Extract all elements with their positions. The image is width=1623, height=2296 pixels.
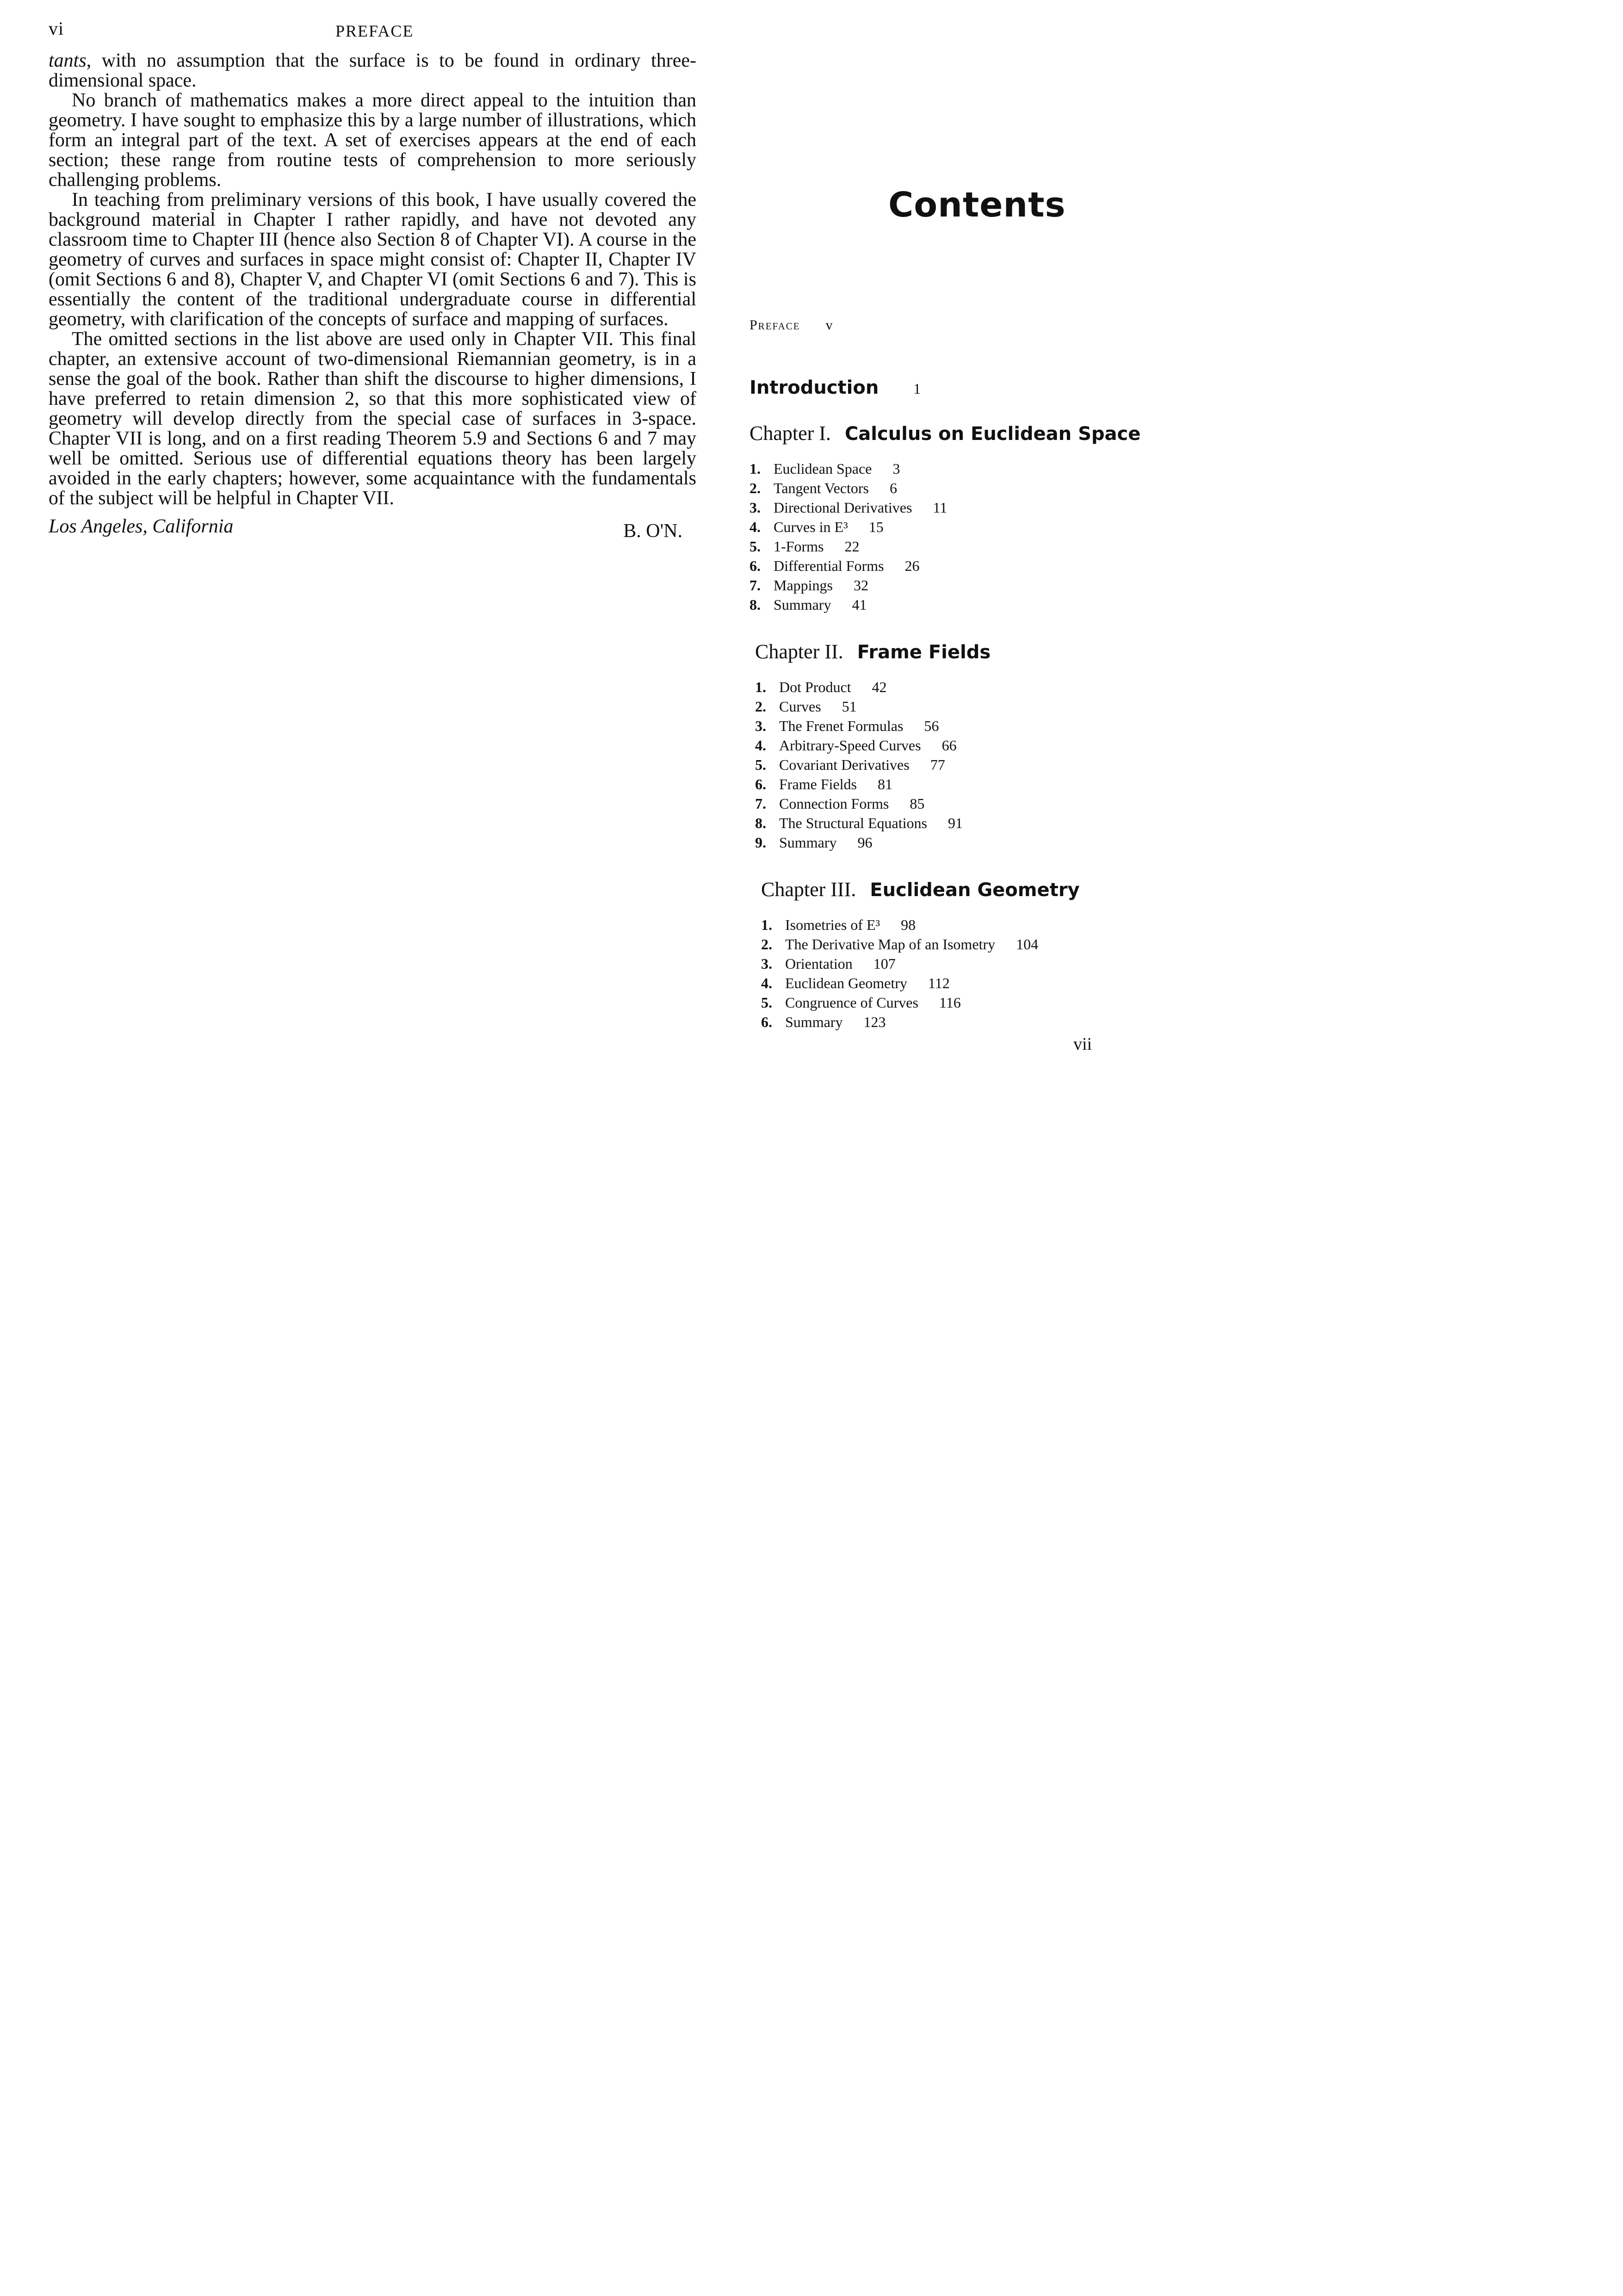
chapter-name: Frame Fields (857, 642, 991, 663)
signoff (49, 517, 696, 545)
italic-word: tants (49, 50, 87, 71)
toc-preface-label: Preface (750, 317, 800, 333)
paragraph-text: , with no assumption that the surface is to be found in ordinary three-dimensional space. (49, 50, 696, 91)
section-page: 116 (939, 994, 961, 1011)
section-title: Euclidean Geometry (785, 975, 907, 991)
section-title: The Structural Equations (779, 815, 927, 831)
toc-section[interactable] (750, 556, 1212, 576)
section-number: 1. (755, 679, 766, 695)
section-title: Summary (774, 596, 831, 613)
toc-section[interactable] (750, 595, 1212, 614)
toc-section[interactable] (755, 794, 1212, 813)
toc-section[interactable] (761, 1012, 1212, 1032)
section-number: 4. (761, 975, 772, 991)
section-title: Curves in E³ (774, 519, 848, 535)
chapter-block (761, 878, 1212, 1032)
section-list (761, 915, 1212, 1032)
toc-section[interactable] (755, 736, 1212, 755)
toc-section[interactable] (755, 833, 1212, 852)
section-number: 5. (761, 994, 772, 1011)
section-page: 96 (857, 834, 873, 851)
section-list (750, 459, 1212, 614)
section-number: 3. (755, 718, 766, 734)
section-number: 3. (750, 499, 761, 516)
toc-section[interactable] (761, 954, 1212, 973)
chapter-label: Chapter III. (761, 878, 856, 901)
section-title: The Frenet Formulas (779, 718, 904, 734)
toc-section[interactable] (750, 478, 1212, 498)
section-page: 22 (844, 538, 860, 555)
section-title: Differential Forms (774, 557, 884, 574)
preface-paragraph: The omitted sections in the list above are used only in Chapter VII. This final chapter, an extensive account of two-dimensional Riemannian geometry, is in a sense the goal of the book. Rather than shift the discourse to higher dimensions, I have preferred to retain dimension 2, so that this more sophisticated view of geometry will develop directly from the special case of surfaces in 3-space. Chapter VII is long, and on a first reading Theorem 5.9 and Sections 6 and 7 may well be omitted. Serious use of differential equations theory has been largely avoided in the early chapters; however, some acquaintance with the fundamentals of the subject will be helpful in Chapter VII. (49, 328, 696, 509)
section-number: 4. (755, 737, 766, 754)
section-number: 2. (761, 936, 772, 953)
section-page: 85 (910, 795, 925, 812)
section-page: 107 (873, 955, 896, 972)
toc-section[interactable] (750, 517, 1212, 537)
section-title: Directional Derivatives (774, 499, 912, 516)
preface-paragraph (49, 51, 696, 91)
section-page: 6 (890, 480, 897, 496)
toc-section[interactable] (750, 576, 1212, 595)
signoff-place: Los Angeles, California (49, 516, 234, 537)
section-number: 8. (750, 596, 761, 613)
toc-entry-introduction[interactable] (750, 377, 1212, 398)
section-title: Covariant Derivatives (779, 756, 910, 773)
toc-section[interactable] (761, 934, 1212, 954)
toc-page-number: v (825, 317, 834, 333)
chapter-heading[interactable] (750, 421, 1212, 445)
section-title: Frame Fields (779, 776, 857, 792)
running-head (49, 19, 696, 51)
section-number: 7. (750, 577, 761, 594)
section-page: 104 (1016, 936, 1039, 953)
chapter-heading[interactable] (755, 640, 1212, 663)
section-page: 15 (868, 519, 884, 535)
section-number: 5. (750, 538, 761, 555)
section-title: Summary (779, 834, 837, 851)
section-title: 1-Forms (774, 538, 824, 555)
toc-section[interactable] (750, 498, 1212, 517)
section-list (755, 677, 1212, 852)
section-title: Mappings (774, 577, 833, 594)
section-title: Curves (779, 698, 821, 715)
section-page: 26 (904, 557, 920, 574)
page-number-left: vi (49, 18, 64, 39)
section-number: 9. (755, 834, 766, 851)
toc-section[interactable] (761, 993, 1212, 1012)
section-page: 98 (901, 916, 916, 933)
toc-section[interactable] (755, 677, 1212, 697)
toc-section[interactable] (761, 973, 1212, 993)
section-page: 77 (930, 756, 945, 773)
section-number: 8. (755, 815, 766, 831)
section-page: 41 (852, 596, 867, 613)
section-page: 56 (924, 718, 939, 734)
chapter-block (755, 640, 1212, 852)
chapter-heading[interactable] (761, 878, 1212, 901)
section-title: Congruence of Curves (785, 994, 918, 1011)
toc-section[interactable] (755, 755, 1212, 774)
toc-entry-preface[interactable] (750, 317, 1212, 333)
toc-page-number: 1 (913, 380, 921, 397)
section-page: 42 (872, 679, 887, 695)
section-page: 81 (877, 776, 892, 792)
toc-section[interactable] (755, 697, 1212, 716)
section-page: 123 (863, 1014, 886, 1030)
section-number: 3. (761, 955, 772, 972)
toc-section[interactable] (750, 459, 1212, 478)
section-page: 51 (842, 698, 857, 715)
section-page: 66 (942, 737, 957, 754)
section-title: Connection Forms (779, 795, 889, 812)
right-page (750, 185, 1212, 1057)
section-page: 11 (933, 499, 948, 516)
section-number: 1. (750, 460, 761, 477)
section-title: The Derivative Map of an Isometry (785, 936, 996, 953)
section-number: 4. (750, 519, 761, 535)
section-page: 112 (928, 975, 950, 991)
section-page: 3 (892, 460, 900, 477)
section-number: 1. (761, 916, 772, 933)
toc-section[interactable] (755, 774, 1212, 794)
section-title: Isometries of E³ (785, 916, 880, 933)
section-number: 5. (755, 756, 766, 773)
section-page: 91 (948, 815, 963, 831)
left-page (49, 19, 696, 545)
section-number: 7. (755, 795, 766, 812)
running-head-title: PREFACE (335, 22, 414, 40)
toc-section[interactable] (750, 537, 1212, 556)
contents-title: Contents (888, 185, 1066, 225)
chapter-name: Euclidean Geometry (870, 879, 1080, 901)
toc-section[interactable] (761, 915, 1212, 934)
author-initials: B. O'N. (623, 520, 682, 542)
toc-introduction-label: Introduction (750, 377, 879, 398)
section-page: 32 (854, 577, 868, 594)
section-title: Euclidean Space (774, 460, 872, 477)
section-title: Tangent Vectors (774, 480, 869, 496)
chapter-name: Calculus on Euclidean Space (844, 423, 1141, 445)
chapter-block (750, 421, 1212, 614)
section-title: Summary (785, 1014, 843, 1030)
chapter-label: Chapter I. (750, 422, 831, 445)
section-number: 6. (761, 1014, 772, 1030)
toc-section[interactable] (755, 813, 1212, 833)
preface-paragraph: No branch of mathematics makes a more direct appeal to the intuition than geometry. I have sought to emphasize this by a large number of illustrations, which form an integral part of the text. A set of exercises appears at the end of each section; these range from routine tests of comprehension to more seriously challenging problems. (49, 90, 696, 191)
section-title: Orientation (785, 955, 853, 972)
section-number: 2. (750, 480, 761, 496)
section-title: Dot Product (779, 679, 851, 695)
section-number: 6. (755, 776, 766, 792)
section-title: Arbitrary-Speed Curves (779, 737, 921, 754)
section-number: 2. (755, 698, 766, 715)
preface-paragraph: In teaching from preliminary versions of this book, I have usually covered the background material in Chapter I rather rapidly, and have not devoted any classroom time to Chapter III (hence also Section 8 of Chapter VI). A course in the geometry of curves and surfaces in space might consist of: Chapter II, Chapter IV (omit Sections 6 and 8), Chapter V, and Chapter VI (omit Sections 6 and 7). This is essentially the content of the traditional undergraduate course in differential geometry, with clarification of the concepts of surface and mapping of surfaces. (49, 189, 696, 330)
chapter-label: Chapter II. (755, 640, 843, 663)
page-number-right: vii (1073, 1034, 1092, 1054)
toc-section[interactable] (755, 716, 1212, 736)
section-number: 6. (750, 557, 761, 574)
